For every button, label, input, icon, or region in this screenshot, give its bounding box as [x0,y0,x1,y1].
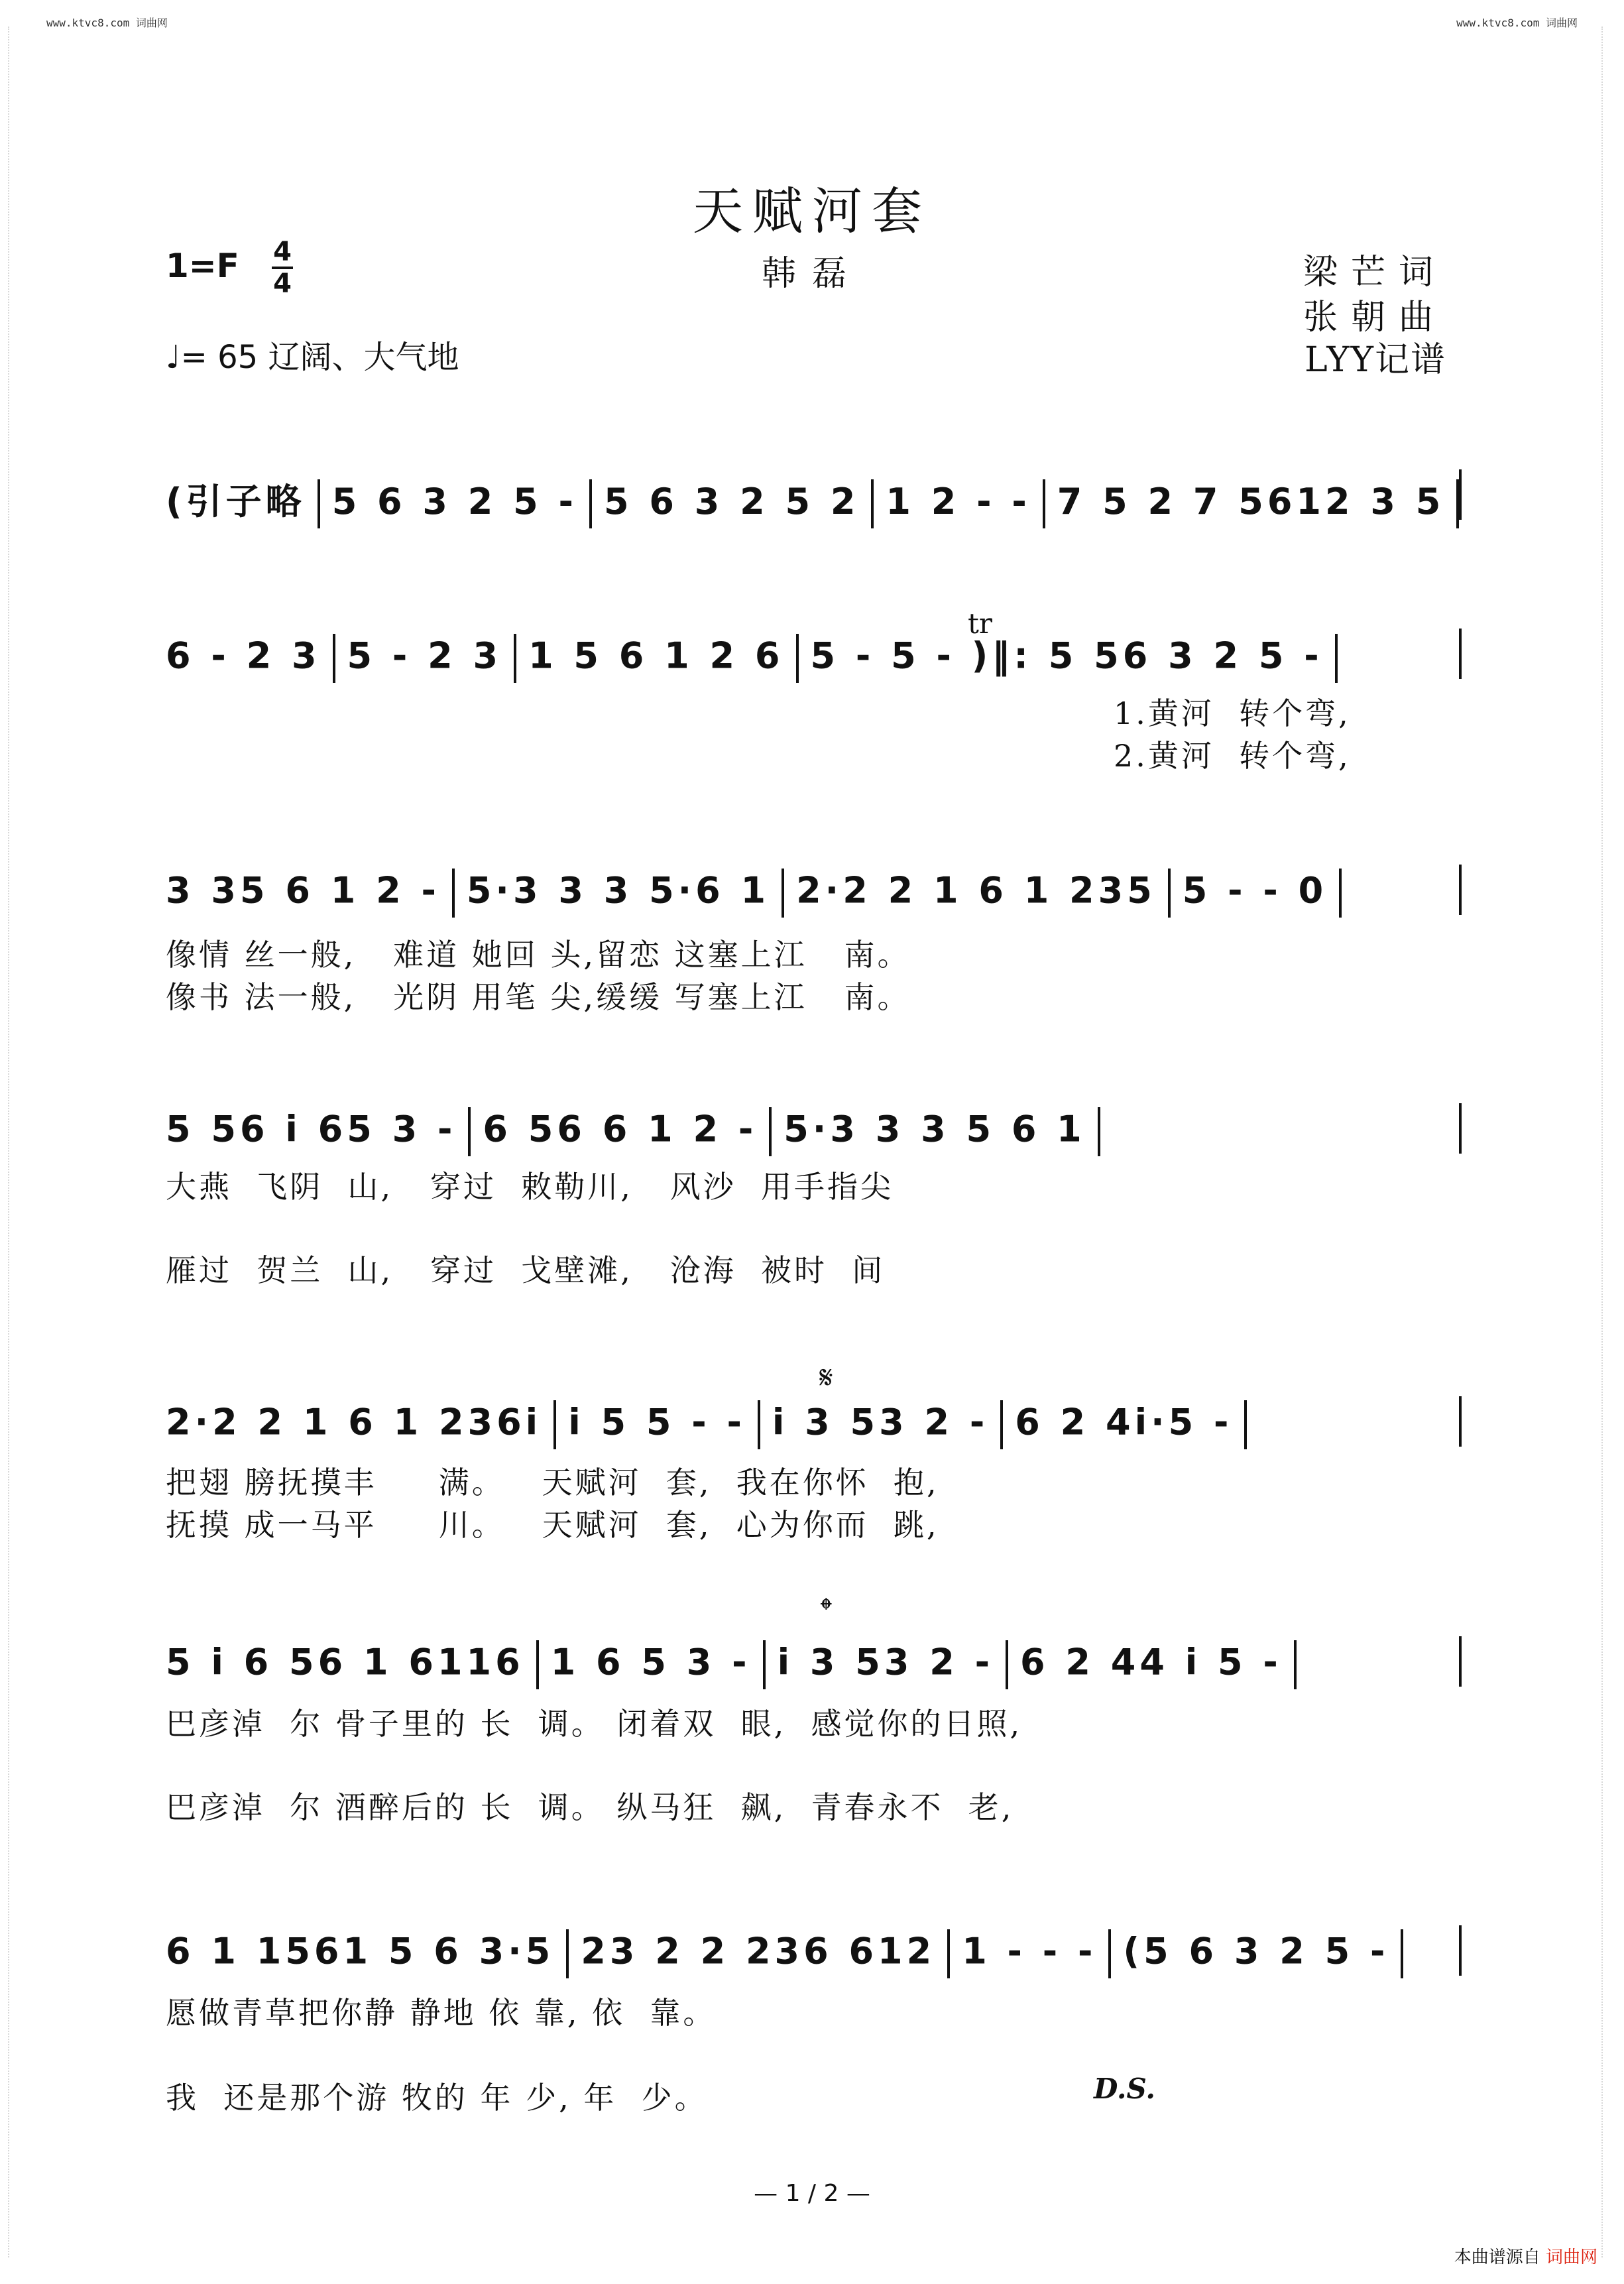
measure: 5 - 2 3 [347,634,502,677]
barline [1459,1925,1462,1976]
score-row-1 [166,473,1462,528]
measure: 6 2 44 i 5 - [1020,1641,1282,1683]
lyric-line: 巴彦淖 尔 骨子里的 长 调。 闭着双 眼, 感觉你的日照, [166,1706,1023,1742]
barline [553,1400,556,1449]
tempo-marking: ♩= 65 辽阔、大气地 [166,339,459,376]
barline [589,479,592,528]
measure: 6 - 2 3 [166,634,321,677]
singer: 韩磊 [761,254,862,294]
ds-marking: D.S. [1094,2073,1156,2105]
coda-sign: 𝄌 [821,1591,832,1628]
lyric-line: 雁过 贺兰 山, 穿过 戈壁滩, 沧海 被时 间 [166,1252,886,1288]
barline [1335,634,1338,683]
lyric-line: 愿做青草把你静 静地 依 靠, 依 靠。 [166,1995,717,2031]
measure: (5 6 3 2 5 - [1123,1930,1389,1972]
measure: 6 1 1561 5 6 3·5 [166,1930,555,1972]
page-number: — 1 / 2 — [754,2180,870,2207]
lyric-line: 我 还是那个游 牧的 年 少, 年 少。 [166,2080,708,2116]
lyric-line: 1.黄河 转个弯, [1114,695,1351,731]
measure: i 5 5 - - [568,1401,746,1443]
brand-right-text: 词曲网 [1545,2248,1597,2267]
barline [1459,1636,1462,1687]
source-brand[interactable] [1454,2244,1597,2268]
barline [1043,479,1045,528]
barline [769,1107,772,1156]
measure: 1 - - - [962,1930,1097,1972]
barline [1108,1929,1111,1978]
measure: 5·3 3 3 5·6 1 [466,869,770,912]
song-title: 天赋河套 [693,182,931,241]
barline [1168,869,1171,918]
measure: i 3 53 2 - [777,1641,994,1683]
segno-sign: 𝄋 [819,1359,833,1396]
right-margin-decoration [1601,27,1616,2257]
lyric-line: 巴彦淖 尔 酒醉后的 长 调。 纵马狂 飙, 青春永不 老, [166,1789,1014,1825]
barline [947,1929,950,1978]
trill-mark: tr [968,607,992,640]
measure: 1 5 6 1 2 6 [528,634,784,677]
barline [1459,1396,1462,1447]
lyric-line: 大燕 飞阴 山, 穿过 敕勒川, 风沙 用手指尖 [166,1169,894,1205]
barline [536,1640,539,1689]
brand-left-text: 本曲谱源自 [1454,2248,1540,2267]
score-row-2 [166,634,1462,683]
barline [782,869,784,918]
measure: 5 - 5 - )‖: 5 56 3 2 5 - [810,634,1323,677]
barline [468,1107,471,1156]
measure: 5 - - 0 [1182,869,1328,912]
measure: 1 2 - - [886,481,1031,522]
measure: 5 56 i 65 3 - [166,1108,457,1150]
barline [1459,629,1462,679]
lyric-line: 抚摸 成一马平 川。 天赋河 套, 心为你而 跳, [166,1507,939,1543]
transcriber-credit: LYY记谱 [1305,340,1446,380]
score-row-5 [166,1400,1462,1449]
barline [318,479,320,528]
lyric-line: 2.黄河 转个弯, [1114,738,1351,774]
measure: 7 5 2 7 5612 3 5 [1057,481,1445,522]
measure: 5 6 3 2 5 - [331,481,577,522]
score-row-7 [166,1929,1462,1978]
barline [1098,1107,1100,1156]
lyric-line: 像书 法一般, 光阴 用笔 尖,缓缓 写塞上江 南。 [166,979,911,1015]
barline [1459,1103,1462,1154]
score-row-3 [166,869,1462,918]
barline [566,1929,569,1978]
score-row-6 [166,1640,1462,1689]
measure: 3 35 6 1 2 - [166,869,440,912]
measure: 6 2 4i·5 - [1015,1401,1233,1443]
measure: 2·2 2 1 6 1 236i [166,1401,542,1443]
barline [763,1640,766,1689]
barline [1459,469,1462,520]
barline [871,479,874,528]
lyricist-credit: 梁芒词 [1303,253,1446,292]
lyric-line: 像情 丝一般, 难道 她回 头,留恋 这塞上江 南。 [166,937,911,973]
measure: (引子略 [166,481,306,522]
barline [1294,1640,1297,1689]
barline [1244,1400,1247,1449]
measure: 23 2 2 236 612 [581,1930,936,1972]
lyric-line: 把翅 膀抚摸丰 满。 天赋河 套, 我在你怀 抱, [166,1465,939,1500]
barline [1401,1929,1403,1978]
barline [452,869,455,918]
meter-top: 4 [273,237,292,267]
left-margin-decoration [8,27,23,2257]
barline [514,634,516,683]
meter-bottom: 4 [273,269,292,299]
header-url-left[interactable]: www.ktvc8.com 词曲网 [46,17,168,29]
measure: 6 56 6 1 2 - [483,1108,758,1150]
barline [1006,1640,1008,1689]
measure: 5·3 3 3 5 6 1 [783,1108,1086,1150]
barline [796,634,799,683]
header-url-right[interactable]: www.ktvc8.com 词曲网 [1456,17,1578,29]
score-row-4 [166,1107,1462,1156]
measure: 5 6 3 2 5 2 [603,481,860,522]
measure: 5 i 6 56 1 6116 [166,1641,524,1683]
barline [1000,1400,1003,1449]
barline [1459,865,1462,915]
measure: i 3 53 2 - [772,1401,989,1443]
barline [1339,869,1342,918]
barline [758,1400,760,1449]
composer-credit: 张朝曲 [1303,298,1446,337]
barline [333,634,335,683]
measure: 2·2 2 1 6 1 235 [796,869,1156,912]
key-signature: 1=F [166,247,239,285]
time-signature [272,239,293,297]
measure: 1 6 5 3 - [550,1641,751,1683]
